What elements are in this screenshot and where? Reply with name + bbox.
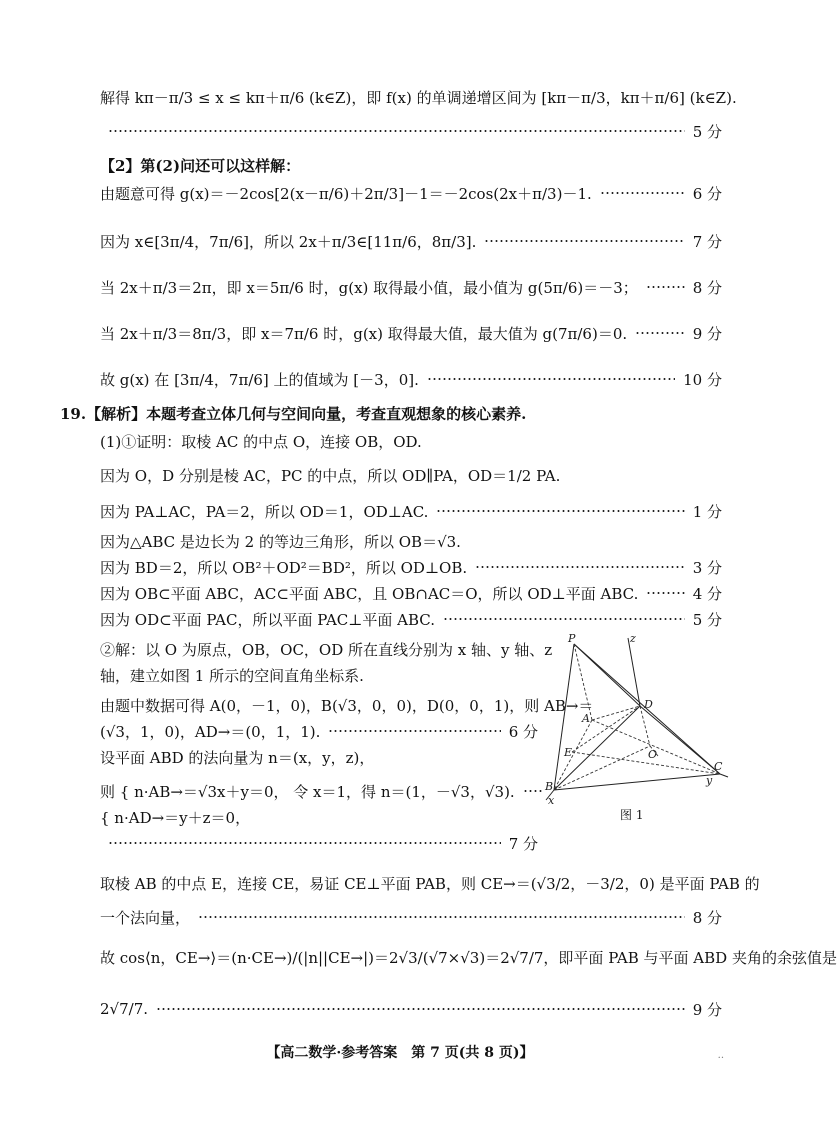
score-mark: 7 分 xyxy=(692,232,722,251)
leader-dots xyxy=(108,842,501,844)
solution-line: 因为 x∈[3π/4，7π/6]，所以 2x＋π/3∈[11π/6，8π/3]. 7 分 xyxy=(100,232,722,251)
solution-line xyxy=(100,826,538,860)
solution-line: 由题中数据可得 A(0，－1，0)，B(√3，0，0)，D(0，0，1)，则 AB→＝ xyxy=(100,696,594,715)
label-d: D xyxy=(644,698,653,711)
solution-line: 设平面 ABD 的法向量为 n＝(x，y，z)， xyxy=(100,748,375,767)
leader-dots xyxy=(156,1008,685,1010)
solution-line: 【2】第(2)问还可以这样解： xyxy=(100,156,301,175)
score-mark: 4 分 xyxy=(692,584,722,603)
label-x: x xyxy=(548,794,555,807)
score-mark: 8 分 xyxy=(692,908,722,927)
label-p: P xyxy=(568,632,576,645)
solution-line: 因为 PA⊥AC，PA＝2，所以 OD＝1，OD⊥AC. 1 分 xyxy=(100,502,722,521)
leader-dots xyxy=(475,566,685,568)
solution-line: (1)①证明：取棱 AC 的中点 O，连接 OB，OD. xyxy=(100,432,422,451)
label-z: z xyxy=(630,632,636,645)
solution-line: 一个法向量， 8 分 xyxy=(100,908,722,927)
segment-do xyxy=(640,706,650,746)
solution-line: 因为△ABC 是边长为 2 的等边三角形，所以 OB＝√3. xyxy=(100,532,461,551)
leader-dots xyxy=(427,378,675,380)
solution-line: 当 2x＋π/3＝2π，即 x＝5π/6 时，g(x) 取得最小值，最小值为 g(5π/6)＝－3； 8 分 xyxy=(100,278,722,297)
label-b: B xyxy=(545,780,554,793)
corner-mark: .. xyxy=(717,1050,724,1061)
solution-line: 2√7/7. 9 分 xyxy=(100,1000,722,1019)
label-c: C xyxy=(714,760,723,773)
score-mark: 3 分 xyxy=(692,558,722,577)
edge-pb xyxy=(554,644,574,790)
solution-line: 解得 kπ－π/3 ≤ x ≤ kπ＋π/6 (k∈Z)，即 f(x) 的单调递增区间为 [kπ－π/3，kπ＋π/6] (k∈Z). xyxy=(100,88,737,107)
leader-dots xyxy=(328,730,500,732)
leader-dots xyxy=(443,618,685,620)
problem-19-heading: 19.【解析】本题考查立体几何与空间向量，考查直观想象的核心素养. xyxy=(60,404,527,423)
score-mark: 5 分 xyxy=(692,122,722,141)
solution-line: 由题意可得 g(x)＝－2cos[2(x－π/6)＋2π/3]－1＝－2cos(2x＋π/3)－1. 6 分 xyxy=(100,184,722,203)
leader-dots xyxy=(523,790,543,792)
score-mark: 6 分 xyxy=(508,722,538,741)
label-e: E xyxy=(564,746,573,759)
solution-line: 则 { n·AB→＝√3x＋y＝0， 令 x＝1，得 n＝(1，－√3，√3). xyxy=(100,774,538,808)
edge-bc xyxy=(554,774,720,790)
solution-line: 取棱 AB 的中点 E，连接 CE，易证 CE⊥平面 PAB，则 CE→＝(√3/2，－3/2，0) 是平面 PAB 的 xyxy=(100,874,760,893)
leader-dots xyxy=(108,130,685,132)
solution-line: ②解：以 O 为原点，OB，OC，OD 所在直线分别为 x 轴、y 轴、z xyxy=(100,640,553,659)
label-a: A xyxy=(582,712,590,725)
score-mark: 9 分 xyxy=(692,324,722,343)
solution-line: 当 2x＋π/3＝8π/3，即 x＝7π/6 时，g(x) 取得最大值，最大值为 g(7π/6)＝0. 9 分 xyxy=(100,324,722,343)
leader-dots xyxy=(484,240,684,242)
edge-ab xyxy=(554,720,592,790)
leader-dots xyxy=(646,286,685,288)
y-axis xyxy=(720,774,728,777)
score-mark: 9 分 xyxy=(692,1000,722,1019)
solution-line: 轴，建立如图 1 所示的空间直角坐标系. xyxy=(100,666,364,685)
score-mark: 10 分 xyxy=(683,370,722,389)
score-mark: 1 分 xyxy=(692,502,722,521)
edge-ac xyxy=(592,720,720,774)
solution-line: 因为 O，D 分别是棱 AC，PC 的中点，所以 OD∥PA，OD＝1/2 PA. xyxy=(100,466,561,485)
solution-line: 故 g(x) 在 [3π/4，7π/6] 上的值域为 [－3，0]. 10 分 xyxy=(100,370,722,389)
edge-pa xyxy=(574,644,592,720)
label-o: O xyxy=(648,748,658,761)
solution-line: 故 cos⟨n，CE→⟩＝(n·CE→)/(|n||CE→|)＝2√3/(√7×√3)＝2√7/7，即平面 PAB 与平面 ABD 夹角的余弦值是 xyxy=(100,948,837,967)
solution-line: 因为 OB⊂平面 ABC，AC⊂平面 ABC，且 OB∩AC＝O，所以 OD⊥平面 ABC. 4 分 xyxy=(100,584,722,603)
solution-line: { n·AD→＝y＋z＝0， xyxy=(100,808,251,827)
leader-dots xyxy=(600,192,685,194)
leader-dots xyxy=(436,510,684,512)
solution-line: (√3，1，0)，AD→＝(0，1，1). 6 分 xyxy=(100,722,538,741)
label-y: y xyxy=(706,774,713,787)
score-mark: 8 分 xyxy=(692,278,722,297)
leader-dots xyxy=(198,916,685,918)
score-mark: 7 分 xyxy=(508,834,538,853)
score-mark: 5 分 xyxy=(692,610,722,629)
score-mark: 6 分 xyxy=(692,184,722,203)
leader-dots xyxy=(635,332,685,334)
figure-1-diagram xyxy=(542,632,728,832)
figure-caption: 图 1 xyxy=(620,808,644,822)
solution-line: 因为 BD＝2，所以 OB²＋OD²＝BD²，所以 OD⊥OB. 3 分 xyxy=(100,558,722,577)
leader-dots xyxy=(646,592,684,594)
solution-line xyxy=(100,114,722,148)
page-footer: 【高二数学·参考答案 第 7 页(共 8 页)】 xyxy=(266,1045,534,1061)
solution-line: 因为 OD⊂平面 PAC，所以平面 PAC⊥平面 ABC. 5 分 xyxy=(100,610,722,629)
